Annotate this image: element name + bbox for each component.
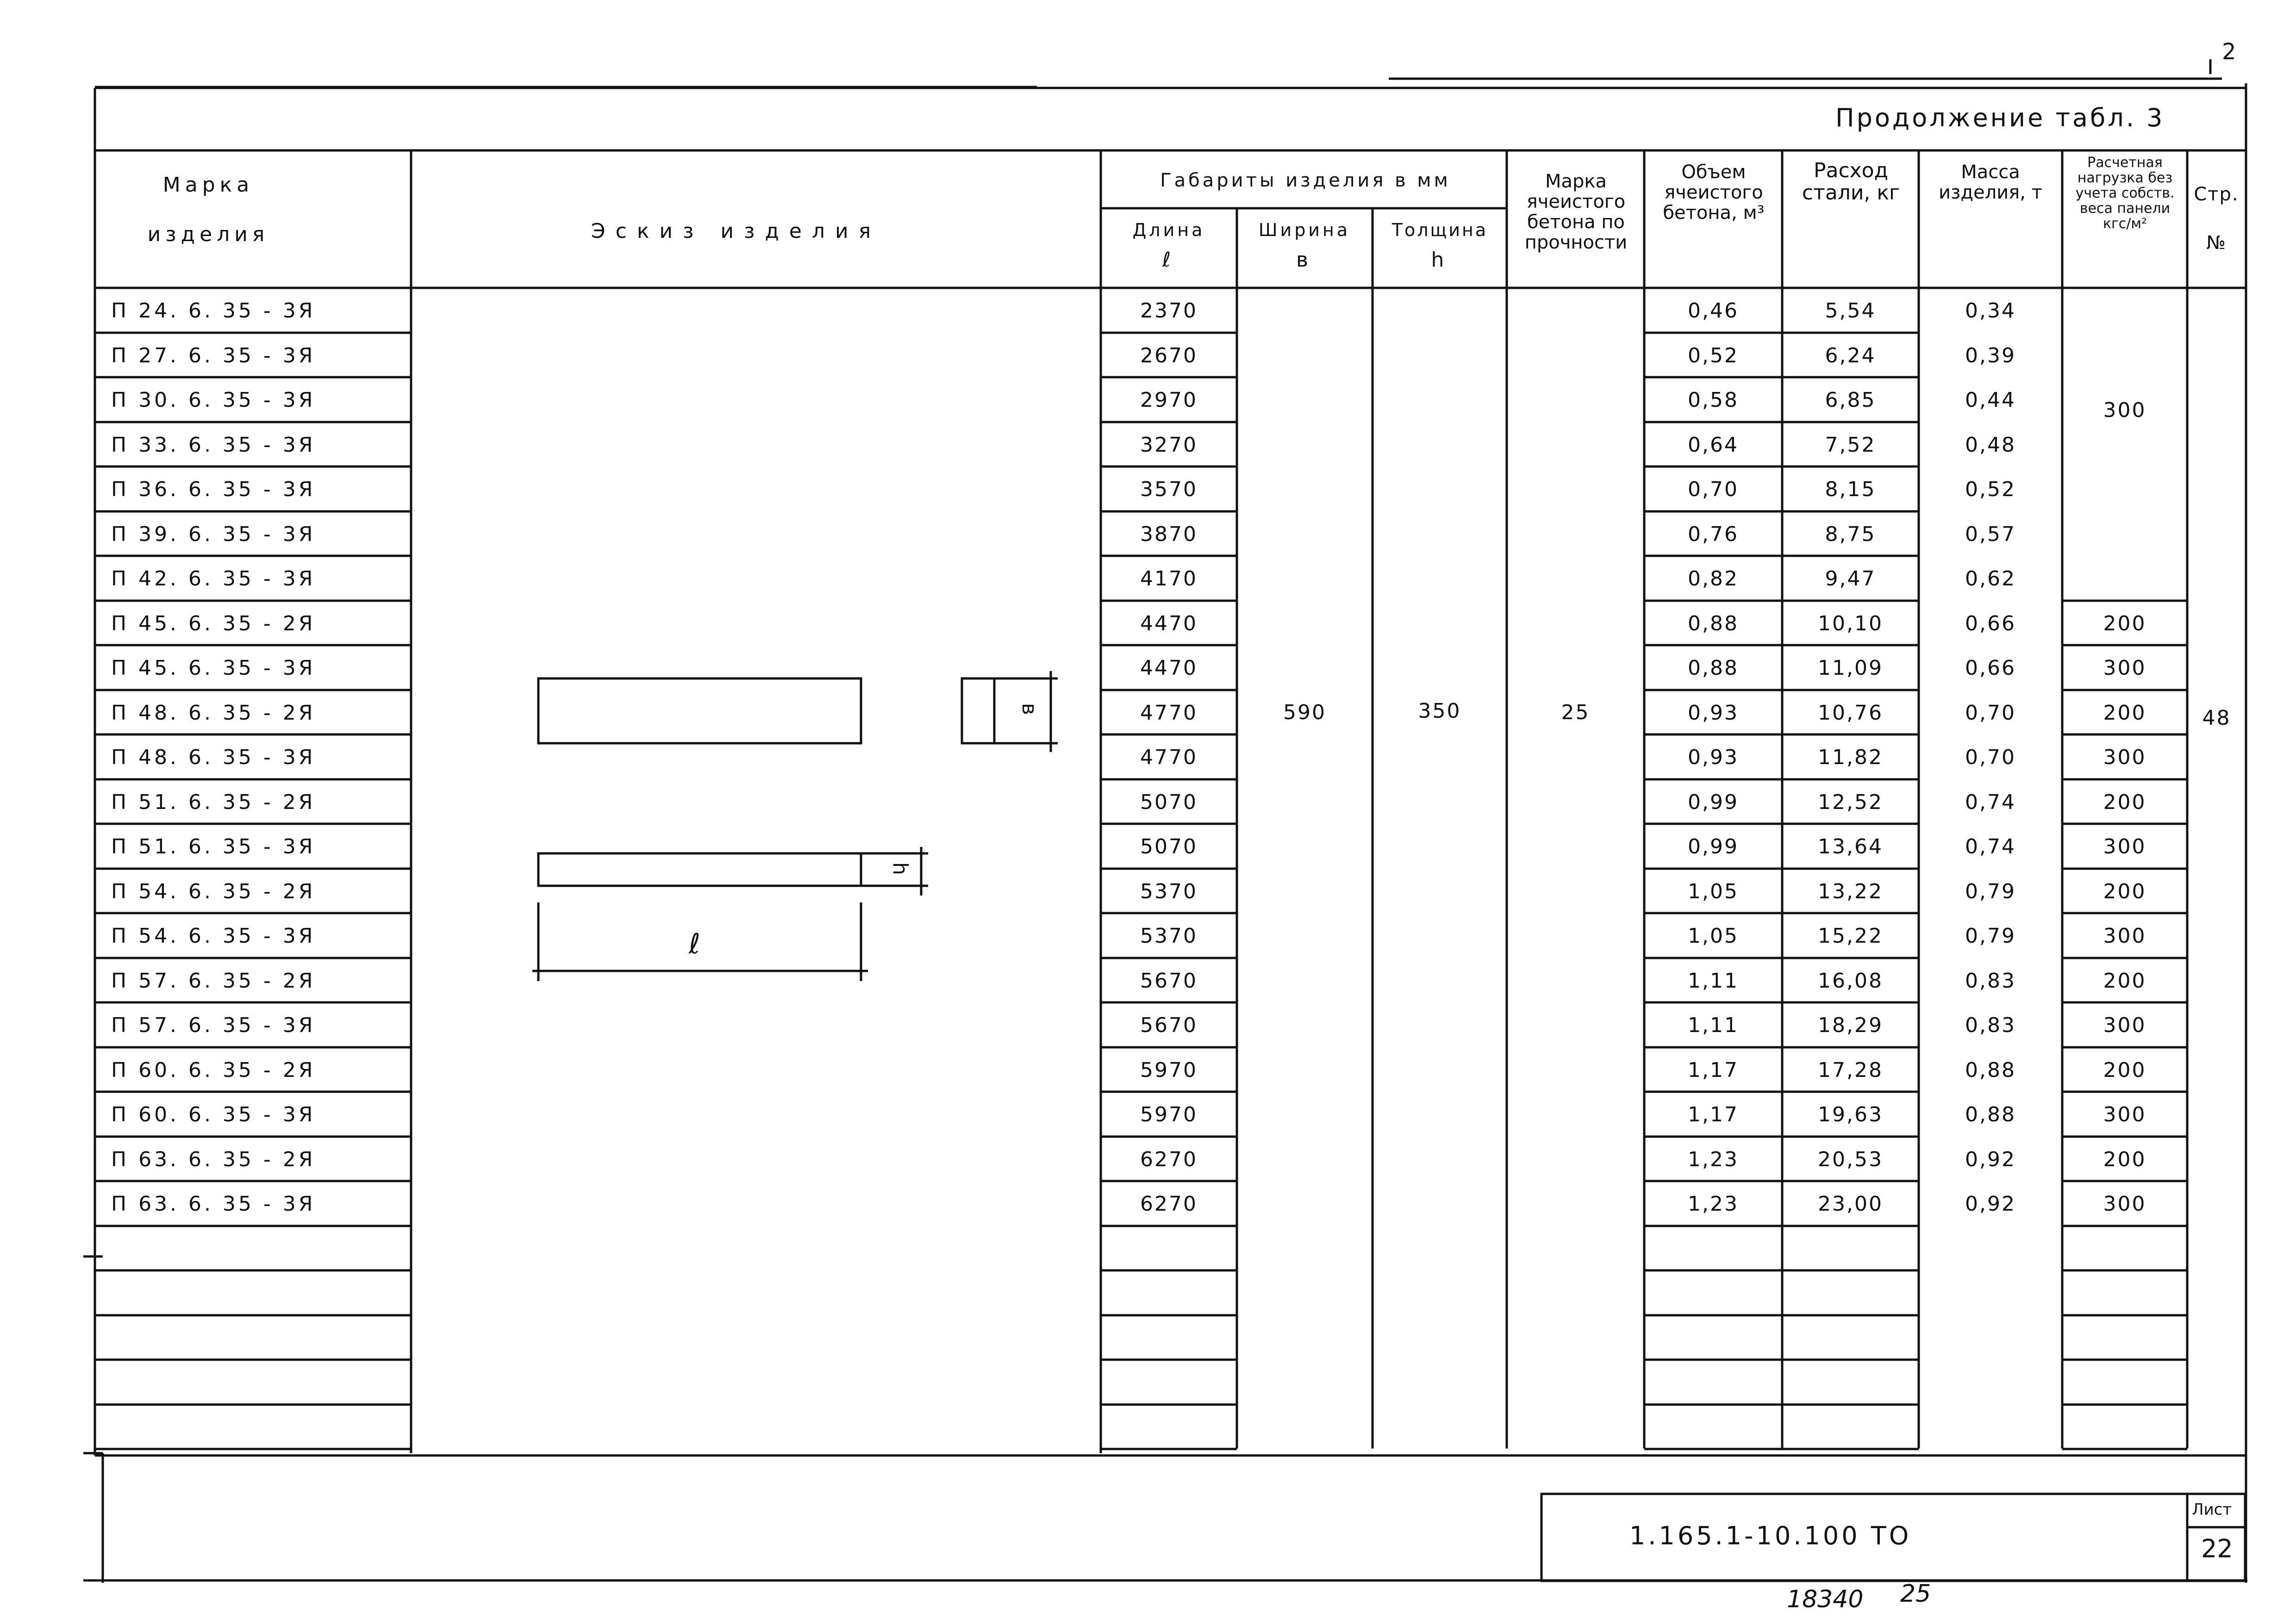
header-page: Стр. <box>2194 184 2239 205</box>
cell-volume: 1,23 <box>1688 1148 1739 1171</box>
cell-mass: 0,48 <box>1965 433 2016 457</box>
header-dims-group: Габариты изделия в мм <box>1160 170 1451 191</box>
cell-mass: 0,62 <box>1965 567 2016 591</box>
cell-length: 4770 <box>1140 701 1198 725</box>
cell-length: 6270 <box>1140 1148 1198 1171</box>
cell-length: 5070 <box>1140 790 1198 814</box>
cell-volume: 0,93 <box>1688 701 1739 725</box>
cell-volume: 0,88 <box>1688 612 1739 635</box>
merged-width: 590 <box>1283 701 1326 724</box>
cell-mass: 0,74 <box>1965 835 2016 858</box>
cell-mark: П 48. 6. 35 - 2Я <box>111 701 316 725</box>
cell-mark: П 42. 6. 35 - 3Я <box>111 567 316 591</box>
cell-steel: 8,15 <box>1825 478 1876 501</box>
cell-mark: П 24. 6. 35 - 3Я <box>111 299 316 323</box>
cell-load: 300 <box>2103 1192 2146 1216</box>
cell-mass: 0,92 <box>1965 1148 2016 1171</box>
cell-mark: П 33. 6. 35 - 3Я <box>111 433 316 457</box>
cell-mark: П 45. 6. 35 - 3Я <box>111 656 316 680</box>
header-thickness-symbol: h <box>1431 248 1449 272</box>
header-page-symbol: № <box>2206 232 2227 254</box>
cell-volume: 1,11 <box>1688 1014 1739 1037</box>
cell-mass: 0,88 <box>1965 1058 2016 1082</box>
cell-steel: 8,75 <box>1825 522 1876 546</box>
header-steel: Расход стали, кг <box>1802 159 1900 205</box>
footer-inventory-number: 18340 <box>1787 1586 1864 1613</box>
cell-length: 2670 <box>1140 344 1198 367</box>
cell-load: 300 <box>2103 656 2146 680</box>
cell-load: 300 <box>2103 746 2146 769</box>
cell-mark: П 30. 6. 35 - 3Я <box>111 388 316 412</box>
cell-steel: 11,09 <box>1818 656 1883 680</box>
cell-volume: 1,05 <box>1688 924 1739 948</box>
cell-volume: 0,58 <box>1688 388 1739 412</box>
cell-length: 5070 <box>1140 835 1198 858</box>
cell-length: 4770 <box>1140 746 1198 769</box>
cell-mark: П 60. 6. 35 - 2Я <box>111 1058 316 1082</box>
cell-volume: 0,99 <box>1688 790 1739 814</box>
sketch-label-l: ℓ <box>689 928 700 960</box>
header-mark-line2: изделия <box>147 223 269 246</box>
corner-sheet-number: 2 <box>2222 39 2236 65</box>
cell-mass: 0,34 <box>1965 299 2016 323</box>
stamp-sheet-number: 22 <box>2201 1534 2233 1563</box>
merged-concrete-mark: 25 <box>1561 701 1590 724</box>
cell-length: 5670 <box>1140 1014 1198 1037</box>
cell-steel: 6,24 <box>1825 344 1876 367</box>
cell-length: 3270 <box>1140 433 1198 457</box>
header-sketch: Эскиз изделия <box>591 219 881 243</box>
cell-mark: П 54. 6. 35 - 3Я <box>111 924 316 948</box>
cell-load: 200 <box>2103 612 2146 635</box>
cell-mass: 0,74 <box>1965 790 2016 814</box>
cell-length: 4470 <box>1140 656 1198 680</box>
cell-volume: 0,52 <box>1688 344 1739 367</box>
cell-volume: 0,93 <box>1688 746 1739 769</box>
merged-load-first: 300 <box>2103 398 2146 422</box>
cell-length: 2970 <box>1140 388 1198 412</box>
cell-volume: 0,88 <box>1688 656 1739 680</box>
cell-mass: 0,66 <box>1965 612 2016 635</box>
cell-mark: П 63. 6. 35 - 2Я <box>111 1148 316 1171</box>
header-length: Длина <box>1132 220 1205 240</box>
sketch-label-b: в <box>1017 703 1041 715</box>
header-thickness: Толщина <box>1391 220 1488 240</box>
sketch-label-h: h <box>888 862 912 875</box>
cell-mark: П 63. 6. 35 - 3Я <box>111 1192 316 1216</box>
cell-load: 200 <box>2103 1058 2146 1082</box>
cell-mark: П 57. 6. 35 - 3Я <box>111 1014 316 1037</box>
cell-mass: 0,39 <box>1965 344 2016 367</box>
header-load: Расчетная нагрузка без учета собств. веса панели кгс/м² <box>2075 155 2175 232</box>
cell-length: 4470 <box>1140 612 1198 635</box>
merged-page: 48 <box>2202 706 2231 730</box>
cell-steel: 15,22 <box>1818 924 1883 948</box>
cell-steel: 12,52 <box>1818 790 1883 814</box>
cell-volume: 1,23 <box>1688 1192 1739 1216</box>
cell-mark: П 48. 6. 35 - 3Я <box>111 746 316 769</box>
cell-mass: 0,79 <box>1965 924 2016 948</box>
cell-volume: 0,99 <box>1688 835 1739 858</box>
stamp-sheet-label: Лист <box>2192 1500 2232 1519</box>
cell-steel: 13,22 <box>1818 880 1883 903</box>
cell-length: 2370 <box>1140 299 1198 323</box>
cell-load: 300 <box>2103 924 2146 948</box>
cell-length: 5370 <box>1140 880 1198 903</box>
cell-mass: 0,57 <box>1965 522 2016 546</box>
cell-mass: 0,92 <box>1965 1192 2016 1216</box>
cell-load: 200 <box>2103 790 2146 814</box>
cell-mark: П 54. 6. 35 - 2Я <box>111 880 316 903</box>
cell-mark: П 27. 6. 35 - 3Я <box>111 344 316 367</box>
cell-mark: П 51. 6. 35 - 2Я <box>111 790 316 814</box>
cell-steel: 19,63 <box>1818 1103 1883 1126</box>
header-volume: Объем ячеистого бетона, м³ <box>1663 162 1765 224</box>
stamp-doc-code: 1.165.1-10.100 ТО <box>1629 1521 1912 1550</box>
header-mass: Масса изделия, т <box>1939 162 2042 203</box>
cell-steel: 6,85 <box>1825 388 1876 412</box>
header-mark-line1: Марка <box>162 173 254 197</box>
cell-volume: 0,76 <box>1688 522 1739 546</box>
cell-length: 5970 <box>1140 1103 1198 1126</box>
cell-length: 6270 <box>1140 1192 1198 1216</box>
cell-steel: 13,64 <box>1818 835 1883 858</box>
cell-length: 3870 <box>1140 522 1198 546</box>
cell-load: 300 <box>2103 1014 2146 1037</box>
cell-steel: 17,28 <box>1818 1058 1883 1082</box>
cell-mass: 0,83 <box>1965 969 2016 993</box>
cell-load: 200 <box>2103 701 2146 725</box>
cell-length: 5670 <box>1140 969 1198 993</box>
cell-mark: П 39. 6. 35 - 3Я <box>111 522 316 546</box>
cell-load: 300 <box>2103 835 2146 858</box>
cell-steel: 5,54 <box>1825 299 1876 323</box>
cell-steel: 20,53 <box>1818 1148 1883 1171</box>
cell-length: 3570 <box>1140 478 1198 501</box>
cell-mass: 0,79 <box>1965 880 2016 903</box>
cell-length: 4170 <box>1140 567 1198 591</box>
cell-mark: П 60. 6. 35 - 3Я <box>111 1103 316 1126</box>
cell-mass: 0,83 <box>1965 1014 2016 1037</box>
cell-volume: 1,17 <box>1688 1103 1739 1126</box>
cell-mass: 0,52 <box>1965 478 2016 501</box>
header-concrete-mark: Марка ячеистого бетона по прочности <box>1524 171 1628 253</box>
cell-mass: 0,70 <box>1965 746 2016 769</box>
cell-length: 5970 <box>1140 1058 1198 1082</box>
cell-steel: 18,29 <box>1818 1014 1883 1037</box>
cell-volume: 1,17 <box>1688 1058 1739 1082</box>
cell-length: 5370 <box>1140 924 1198 948</box>
cell-load: 300 <box>2103 1103 2146 1126</box>
cell-steel: 23,00 <box>1818 1192 1883 1216</box>
cell-volume: 0,82 <box>1688 567 1739 591</box>
header-length-symbol: ℓ <box>1162 248 1176 272</box>
merged-thickness: 350 <box>1418 699 1461 723</box>
header-width-symbol: в <box>1296 248 1313 272</box>
cell-mark: П 51. 6. 35 - 3Я <box>111 835 316 858</box>
cell-steel: 11,82 <box>1818 746 1883 769</box>
cell-mass: 0,44 <box>1965 388 2016 412</box>
cell-load: 200 <box>2103 969 2146 993</box>
cell-volume: 1,11 <box>1688 969 1739 993</box>
header-width: Ширина <box>1258 220 1351 240</box>
cell-steel: 9,47 <box>1825 567 1876 591</box>
cell-load: 200 <box>2103 1148 2146 1171</box>
cell-steel: 10,10 <box>1818 612 1883 635</box>
cell-mark: П 57. 6. 35 - 2Я <box>111 969 316 993</box>
cell-volume: 1,05 <box>1688 880 1739 903</box>
cell-steel: 10,76 <box>1818 701 1883 725</box>
cell-mark: П 45. 6. 35 - 2Я <box>111 612 316 635</box>
cell-volume: 0,64 <box>1688 433 1739 457</box>
table-caption: Продолжение табл. 3 <box>1835 103 2165 132</box>
cell-mass: 0,88 <box>1965 1103 2016 1126</box>
footer-handwritten-note: 25 <box>1900 1580 1931 1608</box>
cell-steel: 16,08 <box>1818 969 1883 993</box>
cell-volume: 0,46 <box>1688 299 1739 323</box>
cell-mark: П 36. 6. 35 - 3Я <box>111 478 316 501</box>
cell-load: 200 <box>2103 880 2146 903</box>
cell-mass: 0,66 <box>1965 656 2016 680</box>
cell-volume: 0,70 <box>1688 478 1739 501</box>
cell-mass: 0,70 <box>1965 701 2016 725</box>
cell-steel: 7,52 <box>1825 433 1876 457</box>
